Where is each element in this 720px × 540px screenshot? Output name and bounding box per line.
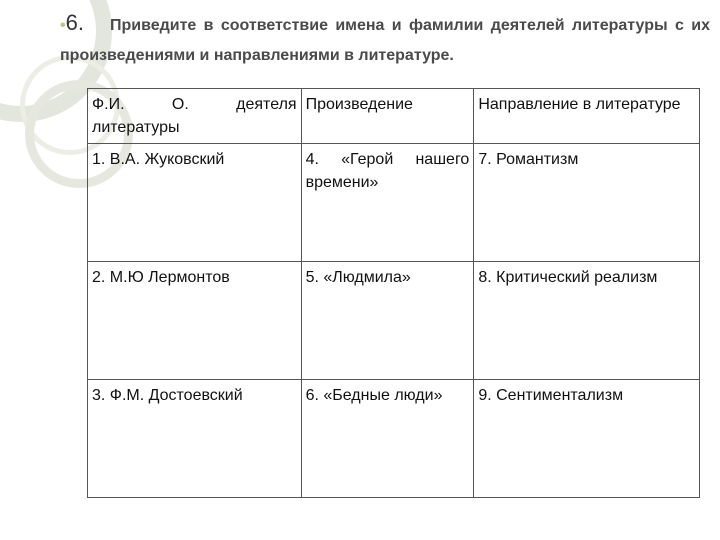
cell-author: 3. Ф.М. Достоевский bbox=[88, 380, 302, 498]
cell-author: 2. М.Ю Лермонтов bbox=[88, 262, 302, 380]
task-number: 6. bbox=[65, 10, 84, 35]
bullet-icon: • bbox=[60, 17, 66, 34]
cell-work: 4. «Герой нашего времени» bbox=[301, 144, 474, 262]
table-row bbox=[88, 144, 700, 262]
cell-direction: 9. Сентиментализм bbox=[474, 380, 700, 498]
table-row bbox=[88, 262, 700, 380]
table-row bbox=[88, 380, 700, 498]
task-text: Приведите в соответствие имена и фамилии деятелей литературы с их произведениями и направлениями в литературе bbox=[60, 17, 710, 64]
table-header-row bbox=[88, 89, 700, 144]
task-heading: •6. Приведите в соответствие имена и фамилии деятелей литературы с их произведениями и направлениями в литературе. bbox=[60, 10, 710, 64]
matching-table bbox=[87, 88, 700, 498]
header-author: Ф.И. О. деятеля литературы bbox=[88, 89, 302, 144]
cell-work: 5. «Людмила» bbox=[301, 262, 474, 380]
cell-author: 1. В.А. Жуковский bbox=[88, 144, 302, 262]
cell-direction: 7. Романтизм bbox=[474, 144, 700, 262]
header-work: Произведение bbox=[301, 89, 474, 144]
cell-direction: 8. Критический реализм bbox=[474, 262, 700, 380]
cell-work: 6. «Бедные люди» bbox=[301, 380, 474, 498]
header-direction: Направление в литературе bbox=[474, 89, 700, 144]
